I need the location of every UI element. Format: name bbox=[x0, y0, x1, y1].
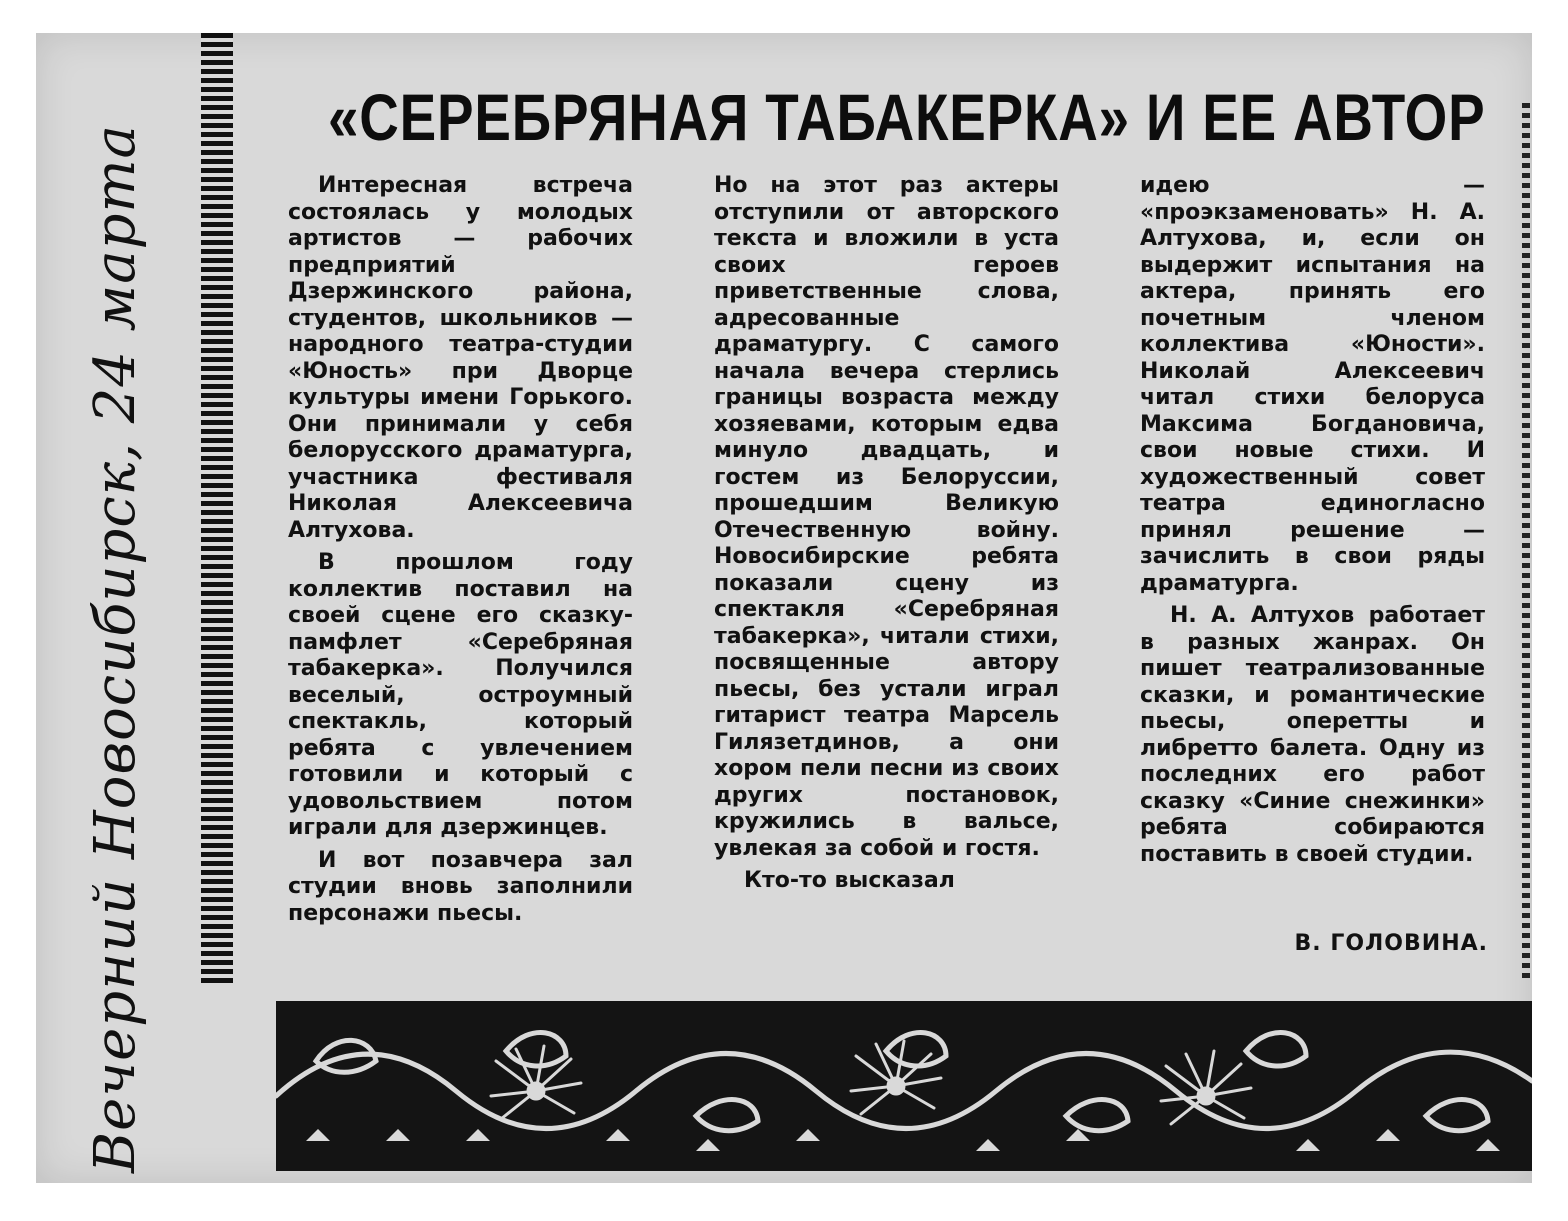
paragraph: Но на этот раз актеры отступили от авторского текста и вложили в уста своих героев приветственные слова, адресованные драматургу. С самого начала вечера стерлись границы возраста между хозяевами, которым едва минуло двадцать, и гостем из Белоруссии, прошедшим Великую Отечественную войну. Новосибирские ребята показали сцену из спектакля «Серебряная табакерка», читали стихи, посвященные автору пьесы, без устали играл гитарист театра Марсель Гилязетдинов, а они хором пели песни из своих других постановок, кружились в вальсе, увлекая за собой и гостя. bbox=[714, 173, 1059, 861]
paragraph: В прошлом году коллектив поставил на своей сцене его сказку-памфлет «Серебряная табакерка». Получился веселый, остроумный спектакль, который ребята с увлечением готовили и который с удовольствием потом играли для дзержинцев. bbox=[288, 550, 633, 840]
right-dash-rule bbox=[1522, 103, 1530, 983]
handwritten-source-note: Вечерний Новосибирск, 24 марта bbox=[83, 124, 148, 1173]
paragraph: Кто-то высказал bbox=[744, 868, 955, 893]
article-headline: «СЕРЕБРЯНАЯ ТАБАКЕРКА» И ЕЕ АВТОР bbox=[328, 80, 1486, 154]
floral-ornament-icon bbox=[276, 1001, 1532, 1171]
paragraph: И вот позавчера зал студии вновь заполнили персонажи пьесы. bbox=[288, 847, 633, 926]
vertical-dash-rule bbox=[201, 33, 233, 985]
paragraph: Н. А. Алтухов работает в разных жанрах. Он пишет театрализованные сказки, и романтические пьесы, оперетты и либретто балета. Одну из последних его работ сказку «Синие снежинки» ребята собираются поставить в своей студии. bbox=[1140, 603, 1485, 867]
paragraph: Интересная встреча состоялась у молодых артистов — рабочих предприятий Дзержинского района, студентов, школьников — народного театра-студии «Юность» при Дворце культуры имени Горького. Они принимали у себя белорусского драматурга, участника фестиваля Николая Алексеевича Алтухова. bbox=[288, 173, 633, 543]
article-column-3 bbox=[1140, 173, 1485, 868]
author-signature: В. ГОЛОВИНА. bbox=[1294, 931, 1488, 956]
paragraph: идею — «проэкзаменовать» Н. А. Алтухова, и, если он выдержит испытания на актера, принять его почетным членом коллектива «Юности». Николай Алексеевич читал стихи белоруса Максима Богдановича, свои новые стихи. И художественный совет театра единогласно принял решение — зачислить в свои ряды драматурга. bbox=[1140, 173, 1485, 596]
floral-ornament-band bbox=[276, 1001, 1532, 1171]
newspaper-clipping bbox=[36, 33, 1532, 1183]
article-column-1 bbox=[288, 173, 633, 927]
article-column-2 bbox=[714, 173, 1059, 895]
